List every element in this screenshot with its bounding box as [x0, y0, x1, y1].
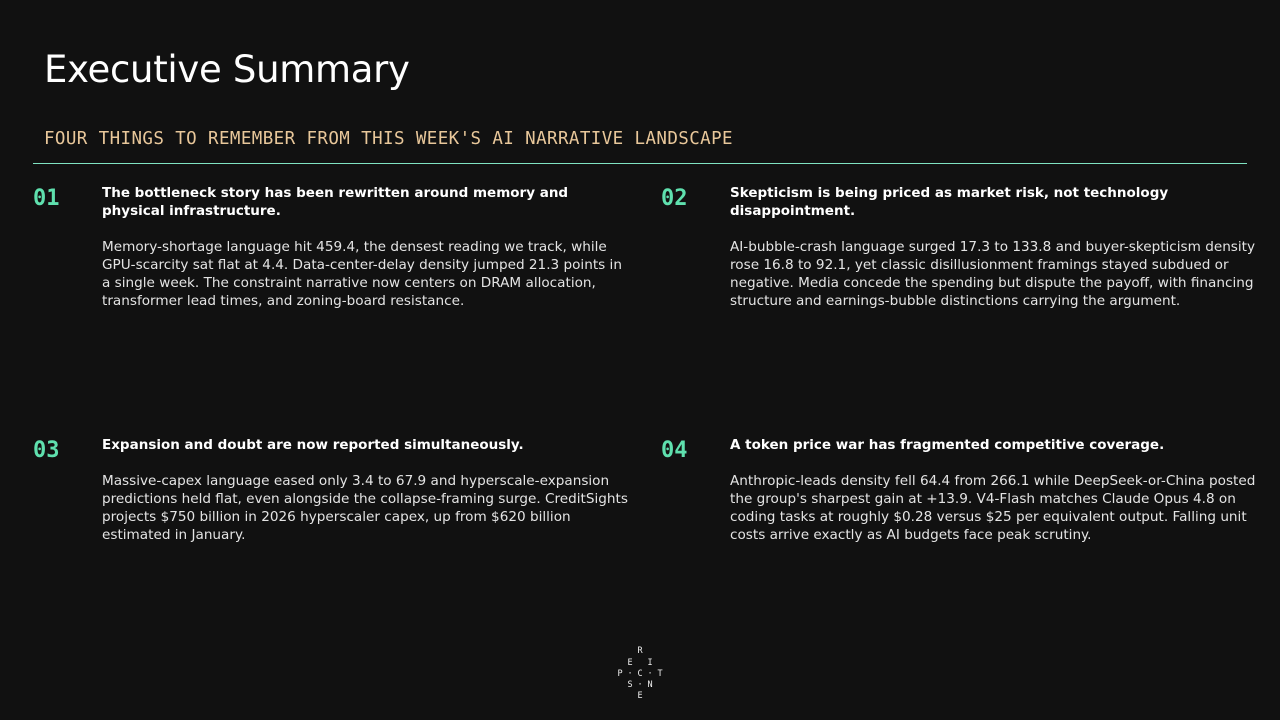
item-heading: Skepticism is being priced as market risk, not technology disappointment. — [730, 185, 1169, 219]
item-heading: Expansion and doubt are now reported simultaneously. — [102, 437, 524, 453]
page-title: Executive Summary — [44, 48, 410, 91]
logo-letter: E — [637, 691, 643, 701]
logo-letter: T — [657, 669, 663, 679]
summary-item — [730, 436, 1260, 544]
logo-dot: · — [627, 669, 633, 679]
logo-letter: I — [647, 658, 653, 668]
summary-item — [102, 436, 632, 544]
summary-item — [730, 184, 1260, 310]
item-body: Anthropic-leads density fell 64.4 from 266.1 while DeepSeek-or-China posted the group's sharpest gain at +13.9. V4-Flash matches Claude Opus 4.8 on coding tasks at roughly $0.28 versus $25 per equivalent output. Falling unit costs arrive exactly as AI budgets face peak scrutiny. — [730, 473, 1256, 543]
logo-dot: · — [647, 669, 653, 679]
logo-letter: N — [647, 680, 653, 690]
item-body: Memory-shortage language hit 459.4, the densest reading we track, while GPU-scarcity sat flat at 4.4. Data-center-delay density jumped 21.3 points in a single week. The constraint narrative now centers on DRAM allocation, transformer lead times, and zoning-board resistance. — [102, 239, 622, 309]
logo-letter: C — [637, 669, 643, 679]
item-number: 03 — [33, 438, 60, 463]
page-subtitle: FOUR THINGS TO REMEMBER FROM THIS WEEK'S AI NARRATIVE LANDSCAPE — [44, 129, 733, 149]
divider — [33, 163, 1247, 164]
item-number: 04 — [661, 438, 688, 463]
brand-logo — [612, 646, 668, 702]
logo-letter: E — [627, 658, 633, 668]
item-heading: A token price war has fragmented competitive coverage. — [730, 437, 1165, 453]
item-body: AI-bubble-crash language surged 17.3 to 133.8 and buyer-skepticism density rose 16.8 to 92.1, yet classic disillusionment framings stayed subdued or negative. Media concede the spending but dispute the payoff, with financing structure and earnings-bubble distinctions carrying the argument. — [730, 239, 1256, 309]
logo-letter: P — [617, 669, 623, 679]
item-number: 01 — [33, 186, 60, 211]
summary-item — [102, 184, 632, 310]
item-heading: The bottleneck story has been rewritten around memory and physical infrastructure. — [102, 185, 569, 219]
logo-letter: R — [637, 646, 643, 656]
logo-dot: · — [637, 680, 643, 690]
item-number: 02 — [661, 186, 688, 211]
logo-letter: S — [627, 680, 633, 690]
item-body: Massive-capex language eased only 3.4 to 67.9 and hyperscale-expansion predictions held flat, even alongside the collapse-framing surge. CreditSights projects $750 billion in 2026 hyperscaler capex, up from $620 billion estimated in January. — [102, 473, 628, 543]
